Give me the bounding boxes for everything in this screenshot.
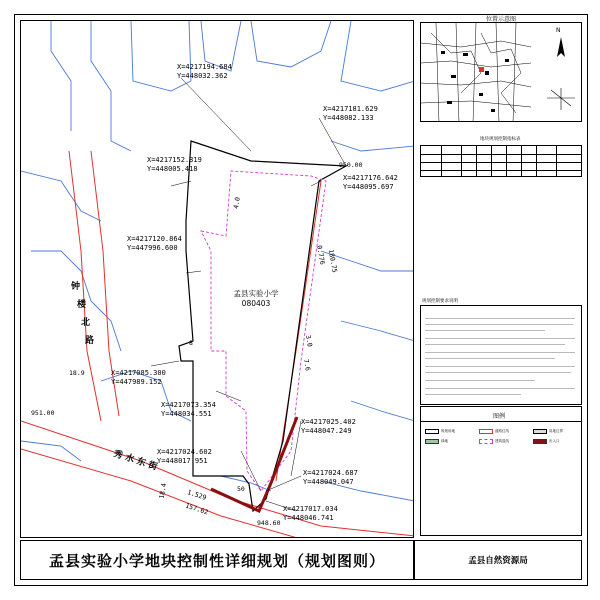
table-col <box>491 146 492 176</box>
note-line <box>425 318 575 319</box>
coord-9-y: Y=448017.951 <box>157 457 208 465</box>
inset-title: 位置示意图 <box>485 16 516 23</box>
legend-swatch-green <box>425 439 439 444</box>
notes-title: 规划控制要求说明 <box>422 299 458 304</box>
legend-label-setback: 建筑退线 <box>495 439 509 443</box>
coord-1 <box>177 63 232 81</box>
coord-7-x: X=4217073.354 <box>161 401 216 409</box>
legend-title: 图例 <box>493 413 506 420</box>
coord-4-y: Y=448095.697 <box>343 183 394 191</box>
coord-6-x: X=4217085.300 <box>111 369 166 377</box>
dim-8: 8 <box>189 339 193 347</box>
note-line <box>425 388 575 389</box>
table-row <box>421 170 581 171</box>
inset-map <box>421 23 582 122</box>
note-line <box>425 344 565 345</box>
table-col <box>556 146 557 176</box>
table-col <box>476 146 477 176</box>
note-line <box>425 352 575 353</box>
table-col <box>441 146 442 176</box>
table-row <box>421 154 581 155</box>
plan-map <box>20 20 414 538</box>
dim-7-6: 7.6 <box>301 358 312 372</box>
north-label: N <box>556 27 561 34</box>
dim-0776: 0.776 <box>315 244 327 266</box>
coord-6-y: Y=447989.152 <box>111 378 162 386</box>
coord-10-x: X=4217024.687 <box>303 469 358 477</box>
school-name: 孟县实验小学 <box>233 289 279 298</box>
coord-4 <box>343 174 398 192</box>
legend-panel <box>420 406 582 536</box>
coord-2-y: Y=448082.133 <box>323 114 374 122</box>
coord-11 <box>283 505 338 523</box>
legend-swatch-parcel <box>425 429 439 434</box>
coord-5-x: X=4217120.864 <box>127 235 182 243</box>
legend-swatch-setback <box>479 439 493 444</box>
legend-label-green: 绿地 <box>441 439 448 443</box>
coord-10 <box>303 469 358 487</box>
legend-swatch-redline <box>479 429 493 434</box>
road-name-north-4: 路 <box>85 336 95 346</box>
coord-8 <box>301 418 356 436</box>
road-name-north-1: 钟 <box>71 282 81 292</box>
table-col <box>536 146 537 176</box>
note-line <box>425 366 575 367</box>
dim-951-left: 951.00 <box>31 409 55 417</box>
legend-swatch-entrance <box>533 439 547 444</box>
dim-180: 180.75 <box>326 248 339 274</box>
note-line <box>425 380 535 381</box>
issuing-organization: 孟县自然资源局 <box>414 540 582 580</box>
dim-15762: 157.62 <box>184 501 210 517</box>
legend-label-redline: 道路红线 <box>495 429 509 433</box>
dim-950-top: 950.00 <box>339 161 363 169</box>
location-inset <box>420 22 582 122</box>
table-col <box>461 146 462 176</box>
road-name-south: 秀 水 东 街 <box>112 449 159 473</box>
coord-3-y: Y=448005.418 <box>147 165 198 173</box>
coord-7-y: Y=448034.551 <box>161 410 212 418</box>
coord-5 <box>127 235 182 253</box>
table-col <box>506 146 507 176</box>
coord-8-x: X=4217025.402 <box>301 418 356 426</box>
coord-8-y: Y=448047.249 <box>301 427 352 435</box>
road-name-north-3: 北 <box>81 318 91 328</box>
legend-label-parcel: 规划用地 <box>441 429 455 433</box>
coord-2 <box>323 105 378 123</box>
table-row <box>421 162 581 163</box>
dim-948: 948.60 <box>257 519 281 527</box>
notes-panel <box>420 305 582 405</box>
school-code: 080403 <box>241 299 271 308</box>
coord-9-x: X=4217024.602 <box>157 448 212 456</box>
note-line <box>425 324 573 325</box>
drawing-title: 孟县实验小学地块控制性详细规划（规划图则） <box>20 540 414 580</box>
coord-9 <box>157 448 212 466</box>
setback-line <box>201 171 326 491</box>
legend-divider <box>421 421 581 422</box>
road-name-north-2: 楼 <box>77 300 87 310</box>
dim-18-4: 18.4 <box>157 482 169 500</box>
school-label <box>221 289 291 309</box>
coord-1-y: Y=448032.362 <box>177 72 228 80</box>
coord-5-y: Y=447996.600 <box>127 244 178 252</box>
dim-1529: 1.529 <box>186 488 208 502</box>
legend-label-boundary: 用地边界 <box>549 429 563 433</box>
coord-3-x: X=4217152.319 <box>147 156 202 164</box>
indicator-table <box>420 145 582 177</box>
legend-swatch-boundary <box>533 429 547 434</box>
dim-4-0: 4.0 <box>231 196 242 210</box>
coord-4-x: X=4217176.642 <box>343 174 398 182</box>
note-line <box>425 358 555 359</box>
coord-2-x: X=4217181.629 <box>323 105 378 113</box>
note-line <box>425 330 545 331</box>
table-title: 地块规划控制指标表 <box>480 137 521 142</box>
note-line <box>425 372 571 373</box>
coord-7 <box>161 401 216 419</box>
coord-11-y: Y=448046.741 <box>283 514 334 522</box>
dim-50: 50 <box>237 485 245 493</box>
note-line <box>425 338 575 339</box>
dim-18-9: 18.9 <box>69 369 85 377</box>
legend-label-entrance: 出入口 <box>549 439 560 443</box>
dim-3-0: 3.0 <box>303 334 314 348</box>
coord-6 <box>111 369 166 387</box>
coord-3 <box>147 156 202 174</box>
note-line <box>425 394 521 395</box>
coord-1-x: X=4217194.684 <box>177 63 232 71</box>
coord-10-y: Y=448049.047 <box>303 478 354 486</box>
table-col <box>521 146 522 176</box>
coord-11-x: X=4217017.034 <box>283 505 338 513</box>
